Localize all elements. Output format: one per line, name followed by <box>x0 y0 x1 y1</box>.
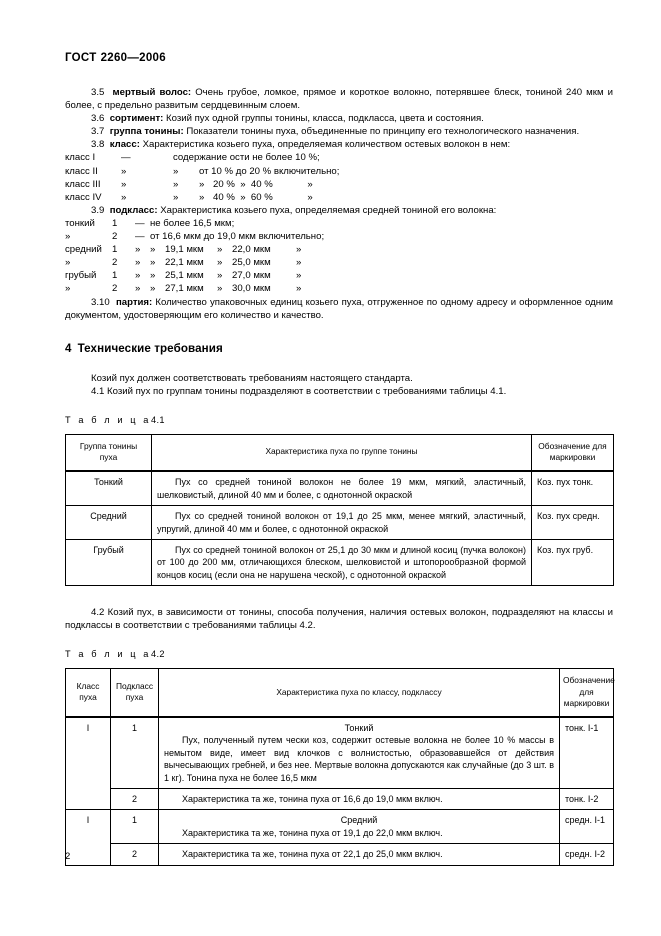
table-4-1 <box>65 434 614 586</box>
cell-characteristic: Средний Характеристика та же, тонина пуха от 19,1 до 22,0 мкм включ. <box>159 810 560 844</box>
column-header-marking: Обозначение для маркировки <box>532 434 614 471</box>
subclass-value-1: от 16,6 мкм до 19,0 мкм включительно; <box>150 231 325 243</box>
class-ditto-2: » <box>173 178 179 190</box>
cell-class: I <box>66 717 111 810</box>
subclass-row <box>65 256 613 269</box>
class-row <box>65 151 613 164</box>
subclass-name: » <box>65 283 71 295</box>
table-header-row <box>66 669 614 717</box>
class-name: класс III <box>65 178 101 190</box>
column-header-characteristic: Характеристика пуха по группе тонины <box>152 434 532 471</box>
table-row <box>66 788 614 809</box>
subclass-value-2: 27,0 мкм <box>232 270 271 282</box>
page-title <box>65 342 613 355</box>
class-value: содержание ости не более 10 %; <box>173 152 320 164</box>
subclass-number: 1 <box>112 270 118 282</box>
subclass-ditto-3: » <box>217 283 223 295</box>
class-row <box>65 191 613 204</box>
subclass-value-1: не более 16,5 мкм; <box>150 217 235 229</box>
subclass-ditto-1: — <box>135 217 145 229</box>
subclass-definition-list <box>65 217 613 296</box>
table-row <box>66 810 614 844</box>
subclass-number: 2 <box>112 283 118 295</box>
cell-marking: Коз. пух груб. <box>532 539 614 585</box>
cell-marking: средн. I-1 <box>560 810 614 844</box>
table-row <box>66 717 614 789</box>
subclass-name: грубый <box>65 270 97 282</box>
term-entry-3-6 <box>65 112 613 125</box>
subclass-number: 1 <box>112 217 118 229</box>
subclass-ditto-2: » <box>150 244 156 256</box>
subclass-value-2: 25,0 мкм <box>232 257 271 269</box>
class-ditto-2: » <box>173 191 179 203</box>
class-ditto-2: » <box>173 165 179 177</box>
cell-subclass: 2 <box>111 844 159 865</box>
document-body <box>65 86 613 866</box>
table-row <box>66 539 614 585</box>
term-number: 3.6 <box>91 113 105 125</box>
subclass-number: 1 <box>112 244 118 256</box>
group-title: Тонкий <box>344 722 374 733</box>
subclass-row <box>65 269 613 282</box>
subclass-ditto-4: » <box>296 257 302 269</box>
subclass-name: » <box>65 231 71 243</box>
cell-characteristic: Пух со средней тониной волокон от 19,1 до 25 мкм, менее мягкий, эластичный, упругий, длиной 40 мм и более, с однотонной окраской <box>152 506 532 540</box>
subclass-name: » <box>65 257 71 269</box>
cell-characteristic: Характеристика та же, тонина пуха от 16,6 до 19,0 мкм включ. <box>159 788 560 809</box>
table-42-caption <box>65 649 613 659</box>
section4-intro: Козий пух должен соответствовать требованиям настоящего стандарта. <box>91 372 413 384</box>
column-header-characteristic: Характеристика пуха по классу, подклассу <box>159 669 560 717</box>
class-name: класс I <box>65 152 96 164</box>
subclass-value-2: 22,0 мкм <box>232 244 271 256</box>
subclass-ditto-1: — <box>135 231 145 243</box>
subclass-ditto-1: » <box>135 257 141 269</box>
cell-marking: Коз. пух средн. <box>532 506 614 540</box>
subclass-ditto-1: » <box>135 283 141 295</box>
column-header-marking: Обозначение для маркировки <box>560 669 614 717</box>
subclass-row <box>65 217 613 230</box>
column-header-group: Группа тонины пуха <box>66 434 152 471</box>
term-label: группа тонины: <box>109 126 184 138</box>
column-header-subclass: Подкласс пуха <box>111 669 159 717</box>
term-definition: Козий пух одной группы тонины, класса, подкласса, цвета и состояния. <box>166 113 484 125</box>
term-definition: Характеристика козьего пуха, определяемая количеством остевых волокон в нем: <box>142 139 511 151</box>
subclass-ditto-1: » <box>135 270 141 282</box>
subclass-row <box>65 230 613 243</box>
cell-characteristic: Характеристика та же, тонина пуха от 22,1 до 25,0 мкм включ. <box>159 844 560 865</box>
term-label: подкласс: <box>109 204 158 216</box>
term-label: партия: <box>115 296 153 308</box>
term-definition: Количество упаковочных единиц козьего пуха, отгруженное по одному адресу и оформленное одним документом, удостоверяющим его количество и качество. <box>65 296 613 321</box>
clause-4-1: 4.1 Козий пух по группам тонины подразделяют в соответствии с требованиями таблицы 4.1. <box>91 385 507 397</box>
cell-characteristic: Пух со средней тониной волокон от 25,1 до 30 мкм и длиной косиц (пучка волокон) от 100 до 200 мм, отличающихся блеском, шелковистой и штопорообразной формой концов косиц (если она не нарушена ческой), с однотонной окраской <box>152 539 532 585</box>
subclass-value-1: 25,1 мкм <box>165 270 204 282</box>
subclass-value-1: 19,1 мкм <box>165 244 204 256</box>
table-row <box>66 471 614 505</box>
class-value: 40 % » 60 % » <box>213 191 313 203</box>
cell-marking: средн. I-2 <box>560 844 614 865</box>
section-title: Технические требования <box>77 341 223 355</box>
table-header-row <box>66 434 614 471</box>
subclass-row <box>65 243 613 256</box>
subclass-name: средний <box>65 244 102 256</box>
table-4-2 <box>65 668 614 865</box>
class-ditto-3: » <box>199 191 205 203</box>
term-entry-3-7 <box>65 125 613 138</box>
group-title: Средний <box>340 815 378 826</box>
cell-subclass: 1 <box>111 717 159 789</box>
subclass-value-2: 30,0 мкм <box>232 283 271 295</box>
subclass-ditto-4: » <box>296 283 302 295</box>
cell-class: I <box>66 810 111 865</box>
subclass-ditto-2: » <box>150 283 156 295</box>
class-row <box>65 178 613 191</box>
cell-characteristic: Тонкий Пух, полученный путем чески коз, содержит остевые волокна не более 10 % массы в немытом виде, имеет вид клочков с волнистостью, образовавшейся от действия вычесывающих гребней, и без нее. Мертвые волокна допускаются как случайные (до 3 шт. в 1 кг). Тонина пуха не более 16,5 мкм <box>159 717 560 789</box>
table-caption-word: Т а б л и ц а <box>65 649 151 660</box>
cell-marking: Коз. пух тонк. <box>532 471 614 505</box>
subclass-number: 2 <box>112 257 118 269</box>
class-ditto-1: — <box>121 152 131 164</box>
section-number: 4 <box>65 341 72 355</box>
subclass-ditto-2: » <box>150 257 156 269</box>
subclass-ditto-4: » <box>296 244 302 256</box>
subclass-ditto-3: » <box>217 270 223 282</box>
table-caption-number: 4.1 <box>150 414 165 425</box>
subclass-ditto-3: » <box>217 244 223 256</box>
term-number: 3.10 <box>91 296 110 308</box>
term-label: класс: <box>109 139 140 151</box>
term-entry-3-8 <box>65 138 613 151</box>
table-caption-word: Т а б л и ц а <box>65 414 151 425</box>
table-row <box>66 844 614 865</box>
subclass-number: 2 <box>112 231 118 243</box>
class-ditto-1: » <box>121 165 127 177</box>
term-label: мертвый волос: <box>112 87 192 98</box>
page-number: 2 <box>65 851 71 862</box>
term-entry-3-10 <box>65 296 613 322</box>
term-number: 3.8 <box>91 139 105 151</box>
subclass-value-1: 27,1 мкм <box>165 283 204 295</box>
cell-group: Тонкий <box>66 471 152 505</box>
term-entry-3-5 <box>65 86 613 112</box>
cell-subclass: 2 <box>111 788 159 809</box>
subclass-value-1: 22,1 мкм <box>165 257 204 269</box>
subclass-ditto-3: » <box>217 257 223 269</box>
term-definition: Показатели тонины пуха, объединенные по принципу его технологического назначения. <box>186 126 580 138</box>
term-number: 3.9 <box>91 204 105 216</box>
cell-marking: тонк. I-1 <box>560 717 614 789</box>
class-ditto-1: » <box>121 178 127 190</box>
subclass-ditto-4: » <box>296 270 302 282</box>
clause-4-2: 4.2 Козий пух, в зависимости от тонины, способа получения, наличия остевых волокон, подразделяют на классы и подклассы в соответствии с требованиями таблицы 4.2. <box>65 607 613 632</box>
class-ditto-1: » <box>121 191 127 203</box>
subclass-name: тонкий <box>65 217 95 229</box>
class-definition-list <box>65 151 613 203</box>
table-41-caption <box>65 415 613 425</box>
standard-number: 2260—2006 <box>100 52 166 64</box>
standard-designation: ГОСТ <box>65 52 97 64</box>
cell-group: Средний <box>66 506 152 540</box>
table-row <box>66 506 614 540</box>
column-header-class: Класс пуха <box>66 669 111 717</box>
class-value: от 10 % до 20 % включительно; <box>199 165 340 177</box>
cell-characteristic: Пух со средней тониной волокон не более 19 мкм, мягкий, эластичный, шелковистый, длиной 40 мм и более, с однотонной окраской <box>152 471 532 505</box>
cell-marking: тонк. I-2 <box>560 788 614 809</box>
class-value: 20 % » 40 % » <box>213 178 313 190</box>
subclass-row <box>65 282 613 295</box>
class-ditto-3: » <box>199 178 205 190</box>
subclass-ditto-1: » <box>135 244 141 256</box>
term-label: сортимент: <box>109 113 164 125</box>
term-definition: Характеристика козьего пуха, определяемая средней тониной его волокна: <box>160 204 497 216</box>
class-row <box>65 165 613 178</box>
term-definition: Очень грубое, ломкое, прямое и короткое волокно, потерявшее блеск, тониной 240 мкм и более, с предельно развитым сердцевинным слоем. <box>65 87 613 112</box>
table-caption-number: 4.2 <box>150 649 165 660</box>
cell-subclass: 1 <box>111 810 159 844</box>
term-number: 3.7 <box>91 126 105 138</box>
class-name: класс II <box>65 165 98 177</box>
running-head <box>65 52 166 64</box>
cell-group: Грубый <box>66 539 152 585</box>
term-entry-3-9 <box>65 204 613 217</box>
class-name: класс IV <box>65 191 102 203</box>
term-number: 3.5 <box>91 87 105 98</box>
subclass-ditto-2: » <box>150 270 156 282</box>
